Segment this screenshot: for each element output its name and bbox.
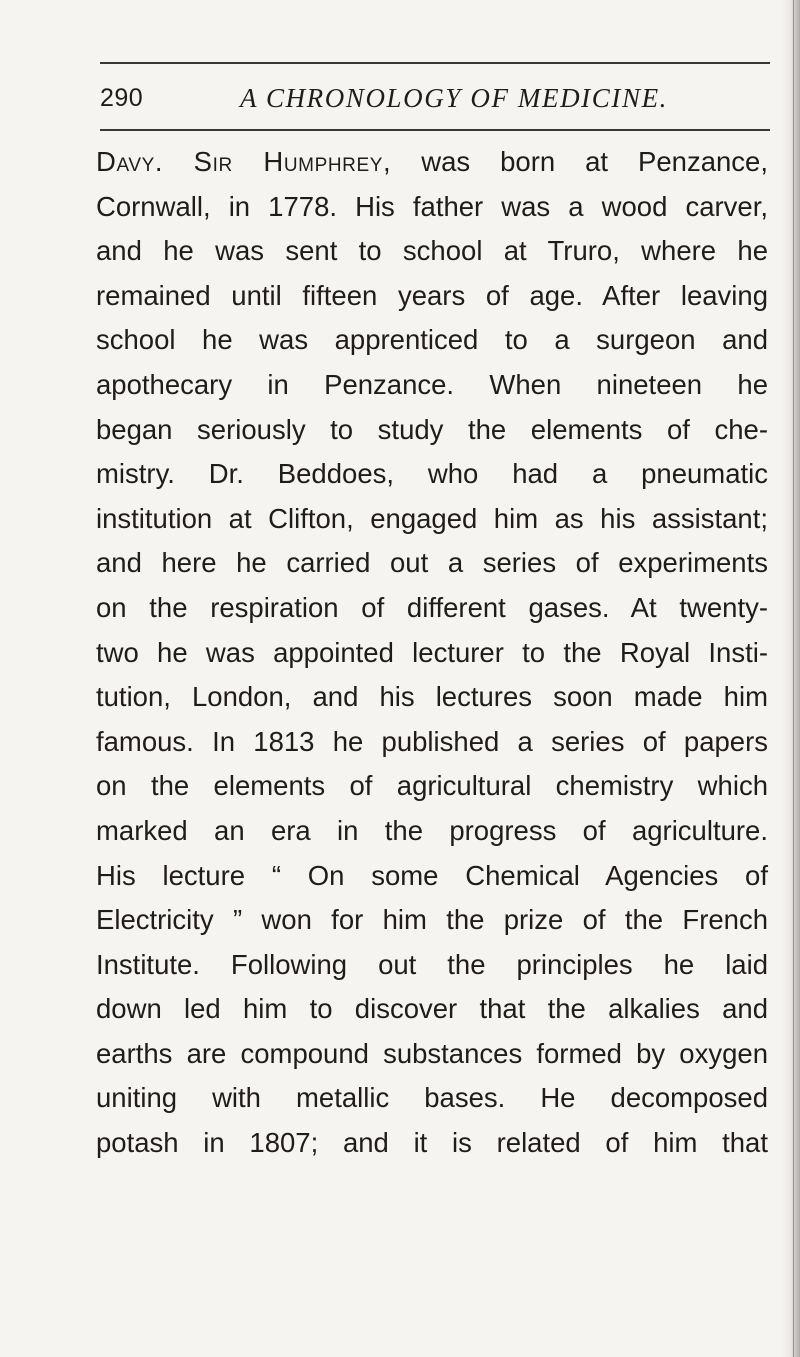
text-line: famous. In 1813 he published a series of papers bbox=[96, 725, 768, 757]
page-number: 290 bbox=[100, 84, 144, 112]
text-line: earths are compound substances formed by oxygen bbox=[96, 1037, 768, 1069]
page-edge-line bbox=[793, 0, 794, 1357]
text-line: Institute. Following out the principles he laid bbox=[96, 948, 768, 980]
text-line: marked an era in the progress of agriculture. bbox=[96, 814, 768, 846]
text-line: His lecture “ On some Chemical Agencies of bbox=[96, 859, 768, 891]
text-line: Electricity ” won for him the prize of the French bbox=[96, 904, 768, 936]
text-line: two he was appointed lecturer to the Royal Insti- bbox=[96, 636, 768, 668]
text-line: school he was apprenticed to a surgeon and bbox=[96, 324, 768, 356]
text-line: and here he carried out a series of experiments bbox=[96, 547, 768, 579]
text-line: on the elements of agricultural chemistry which bbox=[96, 770, 768, 802]
header-rule-bottom bbox=[100, 129, 770, 131]
text-line-content: was born at Penzance, bbox=[391, 146, 768, 177]
text-line bbox=[96, 140, 768, 185]
text-line: institution at Clifton, engaged him as his assistant; bbox=[96, 502, 768, 534]
text-line: remained until fifteen years of age. After leaving bbox=[96, 279, 768, 311]
text-line: uniting with metallic bases. He decomposed bbox=[96, 1082, 768, 1114]
text-line: apothecary in Penzance. When nineteen he bbox=[96, 368, 768, 400]
running-head bbox=[100, 78, 770, 118]
entry-heading: Davy. Sir Humphrey, bbox=[96, 146, 392, 177]
text-line: tution, London, and his lectures soon made him bbox=[96, 681, 768, 713]
text-line: Cornwall, in 1778. His father was a wood carver, bbox=[96, 190, 768, 222]
text-line: down led him to discover that the alkalies and bbox=[96, 993, 768, 1025]
text-line: and he was sent to school at Truro, where he bbox=[96, 235, 768, 267]
entry-text bbox=[96, 140, 768, 1166]
text-line: potash in 1807; and it is related of him that bbox=[96, 1127, 768, 1159]
running-title: A CHRONOLOGY OF MEDICINE. bbox=[240, 83, 669, 113]
page-edge-shadow bbox=[782, 0, 800, 1357]
text-line: mistry. Dr. Beddoes, who had a pneumatic bbox=[96, 458, 768, 490]
text-line: on the respiration of different gases. At twenty- bbox=[96, 591, 768, 623]
text-line: began seriously to study the elements of che- bbox=[96, 413, 768, 445]
header-rule-top bbox=[100, 62, 770, 64]
